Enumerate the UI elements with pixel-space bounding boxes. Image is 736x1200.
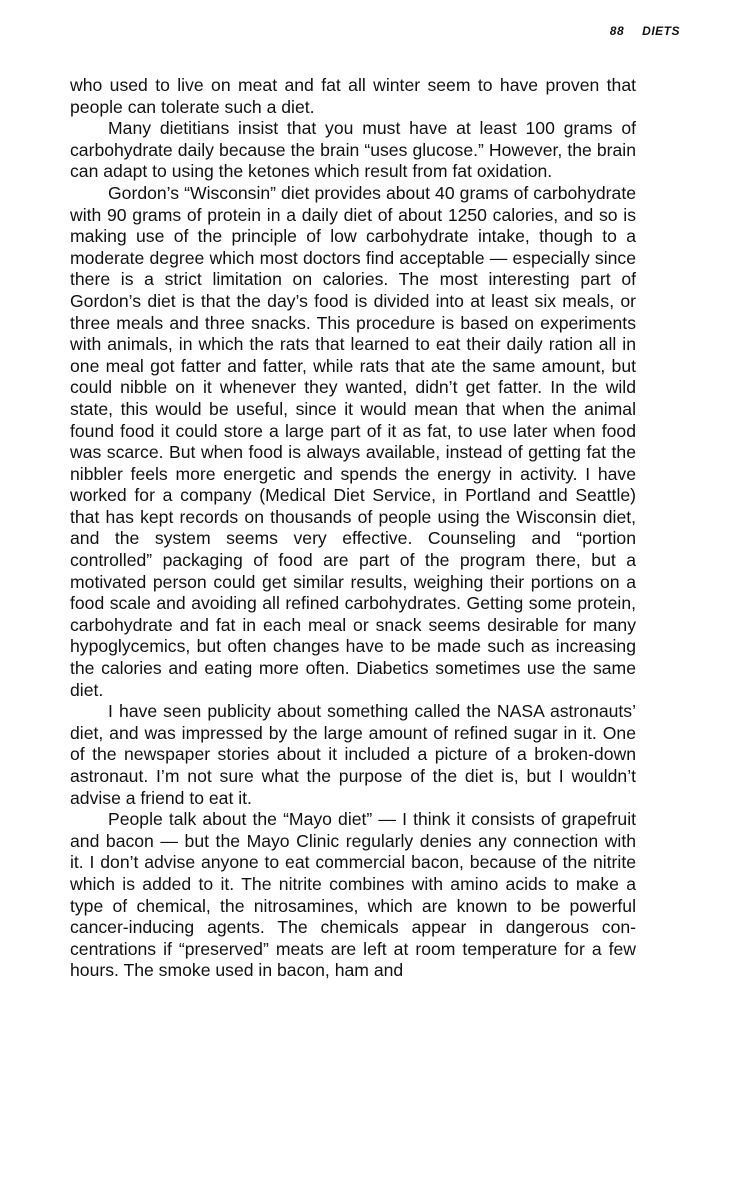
paragraph-wisconsin-diet: Gordon’s “Wisconsin” diet provides about 40 grams of carbohydrate with 90 grams of protein in a daily diet of about 1250 calories, and so is making use of the principle of low carbohydrate intake, though to a moderate degree which most doctors find acceptable — especially since there is a strict limitation on calories. The most interesting part of Gordon’s diet is that the day’s food is divided into at least six meals, or three meals and three snacks. This procedure is based on experiments with animals, in which the rats that learned to eat their daily ration all in one meal got fatter and fatter, while rats that ate the same amount, but could nibble on it whenever they wanted, didn’t get fatter. In the wild state, this would be useful, since it would mean that when the animal found food it could store a large part of it as fat, to use later when food was scarce. But when food is always available, instead of getting fat the nibbler feels more energetic and spends the energy in activity. I have worked for a company (Medical Diet Service, in Portland and Seattle) that has kept records on thousands of people using the Wisconsin diet, and the system seems very effective. Counseling and “portion controlled” packaging of food are part of the program there, but a motivated person could get similar results, weighing their portions on a food scale and avoiding all refined carbohydrates. Getting some protein, carbohydrate and fat in each meal or snack seems desirable for many hypoglycemics, but often changes have to be made such as increasing the calories and eating more often. Diabetics sometimes use the same diet. bbox=[70, 182, 636, 700]
running-head bbox=[610, 24, 680, 38]
paragraph-nasa-diet: I have seen publicity about something called the NASA astronauts’ diet, and was impressed by the large amount of refined sugar in it. One of the newspaper stories about it included a picture of a broken-down astronaut. I’m not sure what the purpose of the diet is, but I wouldn’t advise a friend to eat it. bbox=[70, 701, 636, 808]
page-number: 88 bbox=[609, 24, 625, 38]
body-text bbox=[70, 75, 636, 982]
paragraph-continued: who used to live on meat and fat all winter seem to have proven that people can tolerate such a diet. bbox=[70, 75, 636, 117]
paragraph-mayo-diet: People talk about the “Mayo diet” — I think it consists of grapefruit and bacon — but the Mayo Clinic regularly denies any connection with it. I don’t advise anyone to eat commercial bacon, because of the nitrite which is added to it. The nitrite combines with amino acids to make a type of chemical, the nitrosamines, which are known to be powerful cancer-inducing agents. The chemicals appear in dangerous concentrations if “preserved” meats are left at room temperature for a few hours. The smoke used in bacon, ham and bbox=[70, 809, 636, 981]
paragraph-carbohydrate-minimum: Many dietitians insist that you must have at least 100 grams of carbohydrate daily because the brain “uses glucose.” However, the brain can adapt to using the ketones which result from fat oxidation. bbox=[70, 118, 636, 182]
section-title: DIETS bbox=[642, 24, 680, 38]
